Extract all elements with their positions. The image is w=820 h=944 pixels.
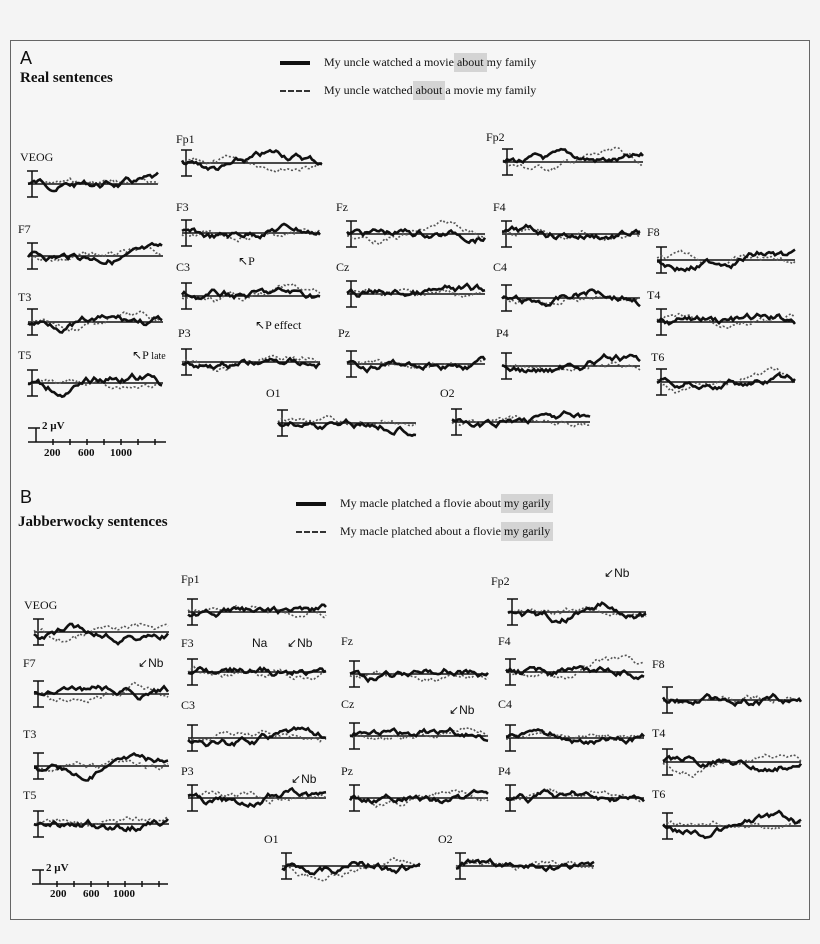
legend-a-solid bbox=[280, 53, 536, 72]
waveform-f7 bbox=[24, 226, 169, 286]
annotation-nb-f3: ↙Nb bbox=[287, 636, 313, 650]
scale-tick-1000-b: 1000 bbox=[113, 888, 135, 900]
waveform-p4 bbox=[502, 768, 650, 828]
scale-tick-200-b: 200 bbox=[50, 888, 67, 900]
scale-amplitude-label-a: 2 µV bbox=[42, 420, 65, 432]
channel-label-c4-b: C4 bbox=[498, 697, 513, 711]
waveform-f8 bbox=[659, 670, 807, 730]
channel-label-t6: T6 bbox=[651, 350, 665, 364]
annotation-nb-p3: ↙Nb bbox=[291, 772, 317, 786]
annotation-p-effect: ↖P effect bbox=[255, 318, 302, 332]
waveform-c4 bbox=[502, 708, 650, 768]
waveform-t4 bbox=[653, 292, 801, 352]
waveform-c3 bbox=[184, 708, 332, 768]
scale-tick-1000-a: 1000 bbox=[110, 447, 132, 459]
channel-label-cz-b: Cz bbox=[341, 697, 355, 711]
waveform-p4 bbox=[498, 336, 646, 396]
panel-b-letter: B bbox=[20, 487, 33, 507]
waveform-fp1 bbox=[178, 133, 328, 193]
waveform-o1 bbox=[278, 836, 426, 896]
waveform-o1 bbox=[274, 393, 422, 453]
waveform-f3 bbox=[184, 642, 332, 702]
waveform-p3 bbox=[184, 768, 332, 828]
waveform-t3 bbox=[24, 292, 169, 352]
channel-label-p3: P3 bbox=[178, 326, 191, 340]
channel-label-f4-b: F4 bbox=[498, 634, 511, 648]
legend-highlight: about bbox=[413, 81, 446, 100]
legend-highlight: my garily bbox=[501, 522, 553, 541]
panel-b-title: Jabberwocky sentences bbox=[18, 514, 168, 530]
dashed-line-icon bbox=[296, 531, 326, 533]
waveform-veog bbox=[30, 602, 175, 662]
channel-label-pz: Pz bbox=[338, 326, 350, 340]
annotation-nb-cz: ↙Nb bbox=[449, 703, 475, 717]
waveform-f7 bbox=[30, 664, 175, 724]
scale-tick-600-a: 600 bbox=[78, 447, 95, 459]
waveform-p3 bbox=[178, 332, 326, 392]
annotation-nb-fp2: ↙Nb bbox=[604, 566, 630, 580]
waveform-o2 bbox=[448, 392, 596, 452]
legend-highlight: about bbox=[454, 53, 487, 72]
waveform-f4 bbox=[498, 204, 646, 264]
waveform-fp2 bbox=[499, 132, 649, 192]
channel-label-t4: T4 bbox=[647, 288, 661, 302]
waveform-t3 bbox=[30, 736, 175, 796]
channel-label-f7: F7 bbox=[18, 222, 31, 236]
annotation-na-f3: Na bbox=[252, 636, 268, 650]
channel-label-f8-b: F8 bbox=[652, 657, 665, 671]
waveform-veog bbox=[24, 154, 164, 214]
solid-line-icon bbox=[280, 61, 310, 65]
channel-label-o2: O2 bbox=[440, 386, 455, 400]
channel-label-t4-b: T4 bbox=[652, 726, 666, 740]
waveform-c4 bbox=[498, 268, 646, 328]
waveform-t5 bbox=[24, 353, 169, 413]
legend-text: my family bbox=[486, 55, 537, 69]
channel-label-f8: F8 bbox=[647, 225, 660, 239]
channel-label-o1: O1 bbox=[266, 386, 281, 400]
channel-label-f3: F3 bbox=[176, 200, 189, 214]
legend-a-dashed bbox=[280, 81, 536, 100]
channel-label-cz: Cz bbox=[336, 260, 350, 274]
channel-label-o2-b: O2 bbox=[438, 832, 453, 846]
channel-label-t5: T5 bbox=[18, 348, 32, 362]
waveform-o2 bbox=[452, 836, 600, 896]
panel-a-title: Real sentences bbox=[20, 70, 113, 86]
waveform-pz bbox=[346, 768, 494, 828]
channel-label-o1-b: O1 bbox=[264, 832, 279, 846]
waveform-t6 bbox=[653, 352, 801, 412]
waveform-fp2 bbox=[504, 582, 652, 642]
scale-tick-600-b: 600 bbox=[83, 888, 100, 900]
waveform-t5 bbox=[30, 794, 175, 854]
waveform-cz bbox=[343, 264, 491, 324]
waveform-fp1 bbox=[184, 582, 332, 642]
waveform-f4 bbox=[502, 642, 650, 702]
channel-label-t3: T3 bbox=[18, 290, 32, 304]
waveform-t4 bbox=[659, 732, 807, 792]
legend-text: My uncle watched bbox=[324, 83, 413, 97]
channel-label-c3-b: C3 bbox=[181, 698, 196, 712]
channel-label-t5-b: T5 bbox=[23, 788, 37, 802]
legend-text: My macle platched about a flovie bbox=[340, 524, 501, 538]
waveform-f3 bbox=[178, 203, 326, 263]
waveform-f8 bbox=[653, 230, 801, 290]
legend-highlight: my garily bbox=[501, 494, 553, 513]
channel-label-pz-b: Pz bbox=[341, 764, 353, 778]
channel-label-t3-b: T3 bbox=[23, 727, 37, 741]
channel-label-f4: F4 bbox=[493, 200, 506, 214]
legend-text: My macle platched a flovie about bbox=[340, 496, 501, 510]
channel-label-fz-b: Fz bbox=[341, 634, 353, 648]
annotation-p: ↖P bbox=[238, 254, 255, 268]
channel-label-veog: VEOG bbox=[20, 150, 54, 164]
channel-label-f7-b: F7 bbox=[23, 656, 36, 670]
channel-label-fp1: Fp1 bbox=[176, 132, 195, 146]
channel-label-fp2-b: Fp2 bbox=[491, 574, 510, 588]
channel-label-p4-b: P4 bbox=[498, 764, 511, 778]
legend-text: My uncle watched a movie bbox=[324, 55, 454, 69]
channel-label-t6-b: T6 bbox=[652, 787, 666, 801]
legend-b-dashed bbox=[296, 522, 553, 541]
channel-label-p4: P4 bbox=[496, 326, 509, 340]
waveform-cz bbox=[346, 706, 494, 766]
waveform-fz bbox=[343, 204, 491, 264]
panel-a-letter: A bbox=[20, 48, 33, 68]
legend-b-solid bbox=[296, 494, 553, 513]
annotation-nb-f7: ↙Nb bbox=[138, 656, 164, 670]
channel-label-fp2: Fp2 bbox=[486, 130, 505, 144]
channel-label-fz: Fz bbox=[336, 200, 348, 214]
waveform-c3 bbox=[178, 266, 326, 326]
legend-text: a movie my family bbox=[445, 83, 537, 97]
solid-line-icon bbox=[296, 502, 326, 506]
scale-amplitude-label-b: 2 µV bbox=[46, 862, 69, 874]
waveform-fz bbox=[346, 644, 494, 704]
channel-label-fp1-b: Fp1 bbox=[181, 572, 200, 586]
channel-label-veog-b: VEOG bbox=[24, 598, 58, 612]
channel-label-p3-b: P3 bbox=[181, 764, 194, 778]
annotation-p-late: ↖P late bbox=[132, 348, 166, 362]
waveform-t6 bbox=[659, 796, 807, 856]
waveform-pz bbox=[343, 334, 491, 394]
channel-label-c3: C3 bbox=[176, 260, 191, 274]
channel-label-c4: C4 bbox=[493, 260, 508, 274]
dashed-line-icon bbox=[280, 90, 310, 92]
channel-label-f3-b: F3 bbox=[181, 636, 194, 650]
scale-tick-200-a: 200 bbox=[44, 447, 61, 459]
